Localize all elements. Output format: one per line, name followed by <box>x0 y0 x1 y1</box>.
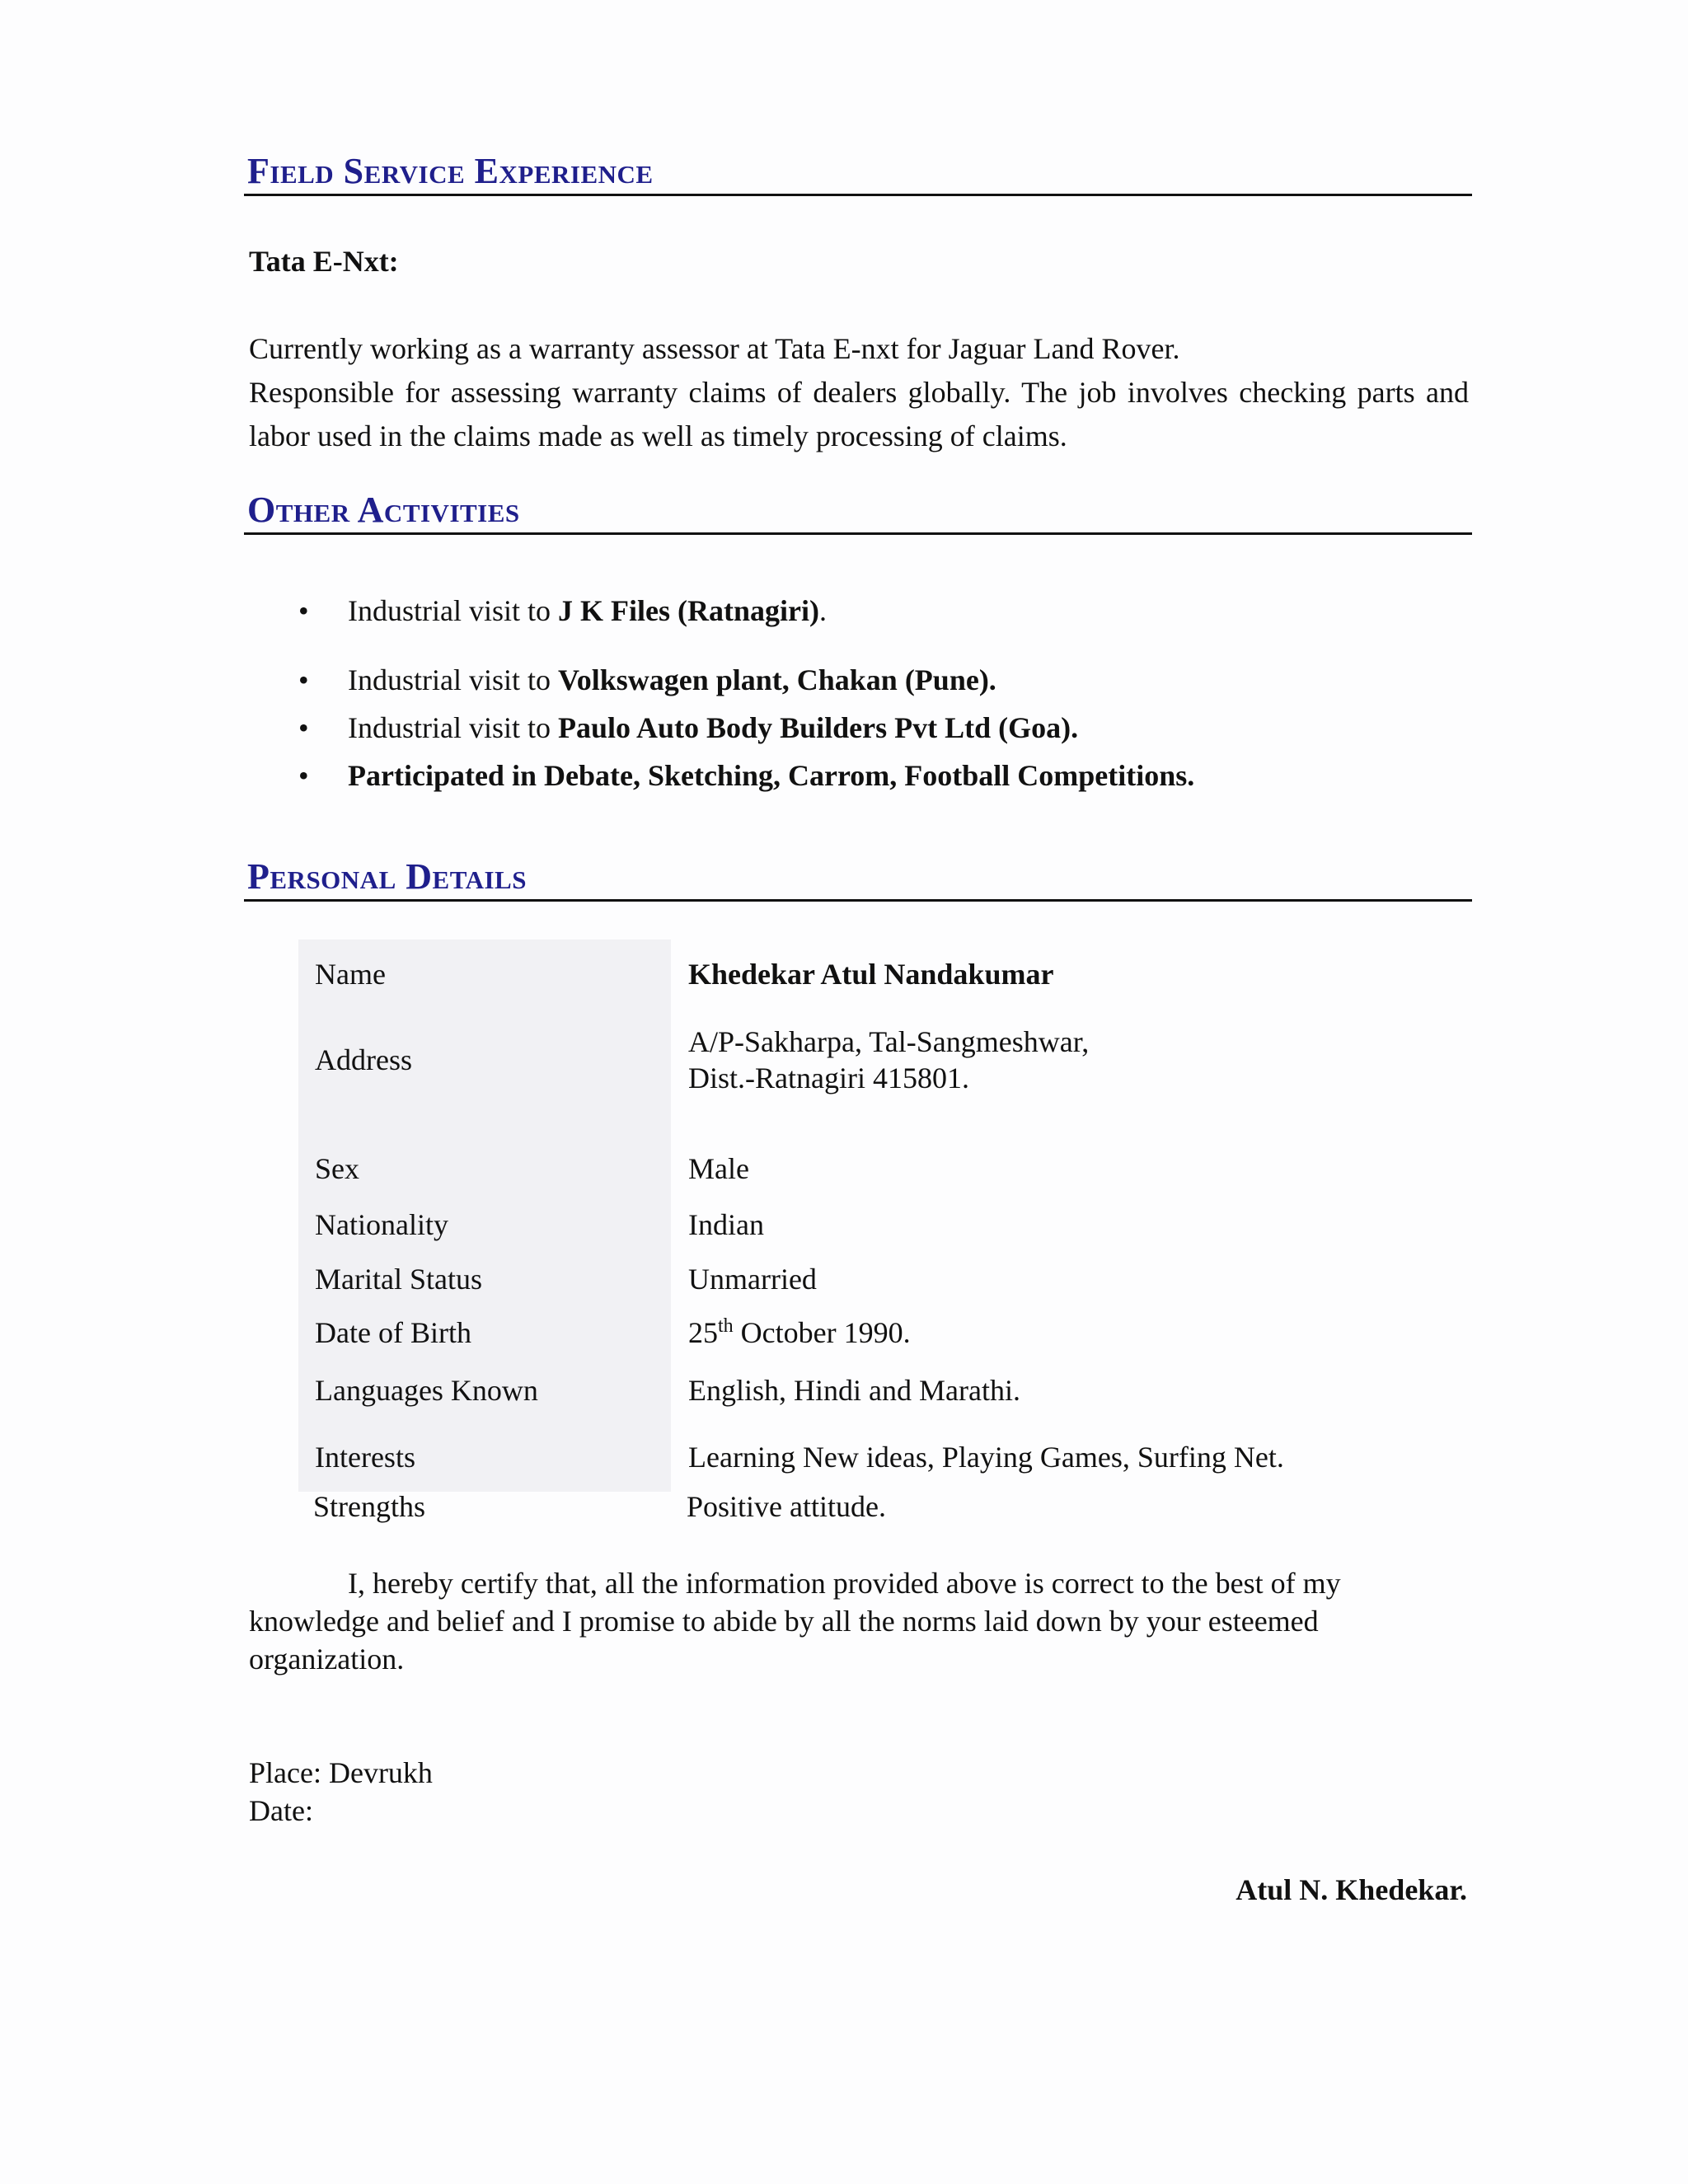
experience-line-2: Responsible for assessing warranty claims of dealers globally. The job involves checking parts and labor used in the claims made as well as timely processing of claims. <box>249 376 1469 452</box>
activities-list <box>249 587 1469 799</box>
languages-value: English, Hindi and Marathi. <box>688 1374 1020 1407</box>
bullet-icon: • <box>298 594 309 627</box>
activity-place: Paulo Auto Body Builders Pvt Ltd (Goa). <box>558 711 1079 744</box>
field-service-rule <box>244 194 1472 196</box>
personal-details-heading: Personal Details <box>247 856 527 897</box>
declaration-paragraph: I, hereby certify that, all the information provided above is correct to the best of my knowledge and belief and I promise to abide by all the norms laid down by your esteemed organization. <box>249 1567 1341 1675</box>
company-name: Tata E-Nxt: <box>249 245 399 278</box>
bullet-icon: • <box>298 759 309 792</box>
dob-month-year: October 1990. <box>733 1316 911 1349</box>
interests-label: Interests <box>315 1441 415 1474</box>
activity-suffix: . <box>818 594 827 627</box>
signature-name: Atul N. Khedekar. <box>1236 1873 1467 1906</box>
strengths-value: Positive attitude. <box>687 1490 886 1523</box>
address-label: Address <box>315 1043 412 1076</box>
list-item <box>249 704 1469 752</box>
bullet-icon: • <box>298 663 309 696</box>
nationality-label: Nationality <box>315 1208 448 1241</box>
list-item <box>249 656 1469 704</box>
marital-status-label: Marital Status <box>315 1263 482 1296</box>
activity-place: J K Files (Ratnagiri) <box>558 594 819 627</box>
sex-value: Male <box>688 1152 749 1185</box>
address-line-2: Dist.-Ratnagiri 415801. <box>688 1062 969 1094</box>
languages-label: Languages Known <box>315 1374 538 1407</box>
bullet-icon: • <box>298 711 309 744</box>
name-value: Khedekar Atul Nandakumar <box>688 958 1054 991</box>
marital-status-value: Unmarried <box>688 1263 817 1296</box>
activity-text: Industrial visit to <box>348 711 558 744</box>
activity-text: Industrial visit to <box>348 663 558 696</box>
interests-value: Learning New ideas, Playing Games, Surfing Net. <box>688 1441 1284 1474</box>
place-line: Place: Devrukh <box>249 1756 433 1789</box>
list-item <box>249 587 1469 635</box>
dob-value <box>688 1315 1463 1351</box>
dob-day: 25 <box>688 1316 718 1349</box>
date-line: Date: <box>249 1794 313 1827</box>
activity-text: Participated in Debate, Sketching, Carrom, Football Competitions. <box>348 759 1195 792</box>
sex-label: Sex <box>315 1152 359 1185</box>
other-activities-rule <box>244 532 1472 535</box>
personal-details-rule <box>244 899 1472 902</box>
strengths-label: Strengths <box>313 1490 426 1523</box>
name-label: Name <box>315 958 386 991</box>
dob-label: Date of Birth <box>315 1316 471 1349</box>
activity-place: Volkswagen plant, Chakan (Pune). <box>558 663 996 696</box>
dob-suffix: th <box>718 1315 734 1337</box>
field-service-heading: Field Service Experience <box>247 151 654 191</box>
address-line-1: A/P-Sakharpa, Tal-Sangmeshwar, <box>688 1025 1090 1058</box>
other-activities-heading: Other Activities <box>247 490 520 530</box>
experience-line-1: Currently working as a warranty assessor at Tata E-nxt for Jaguar Land Rover. <box>249 332 1180 365</box>
address-value <box>688 1024 1463 1096</box>
list-item <box>249 752 1469 799</box>
nationality-value: Indian <box>688 1208 764 1241</box>
activity-text: Industrial visit to <box>348 594 558 627</box>
